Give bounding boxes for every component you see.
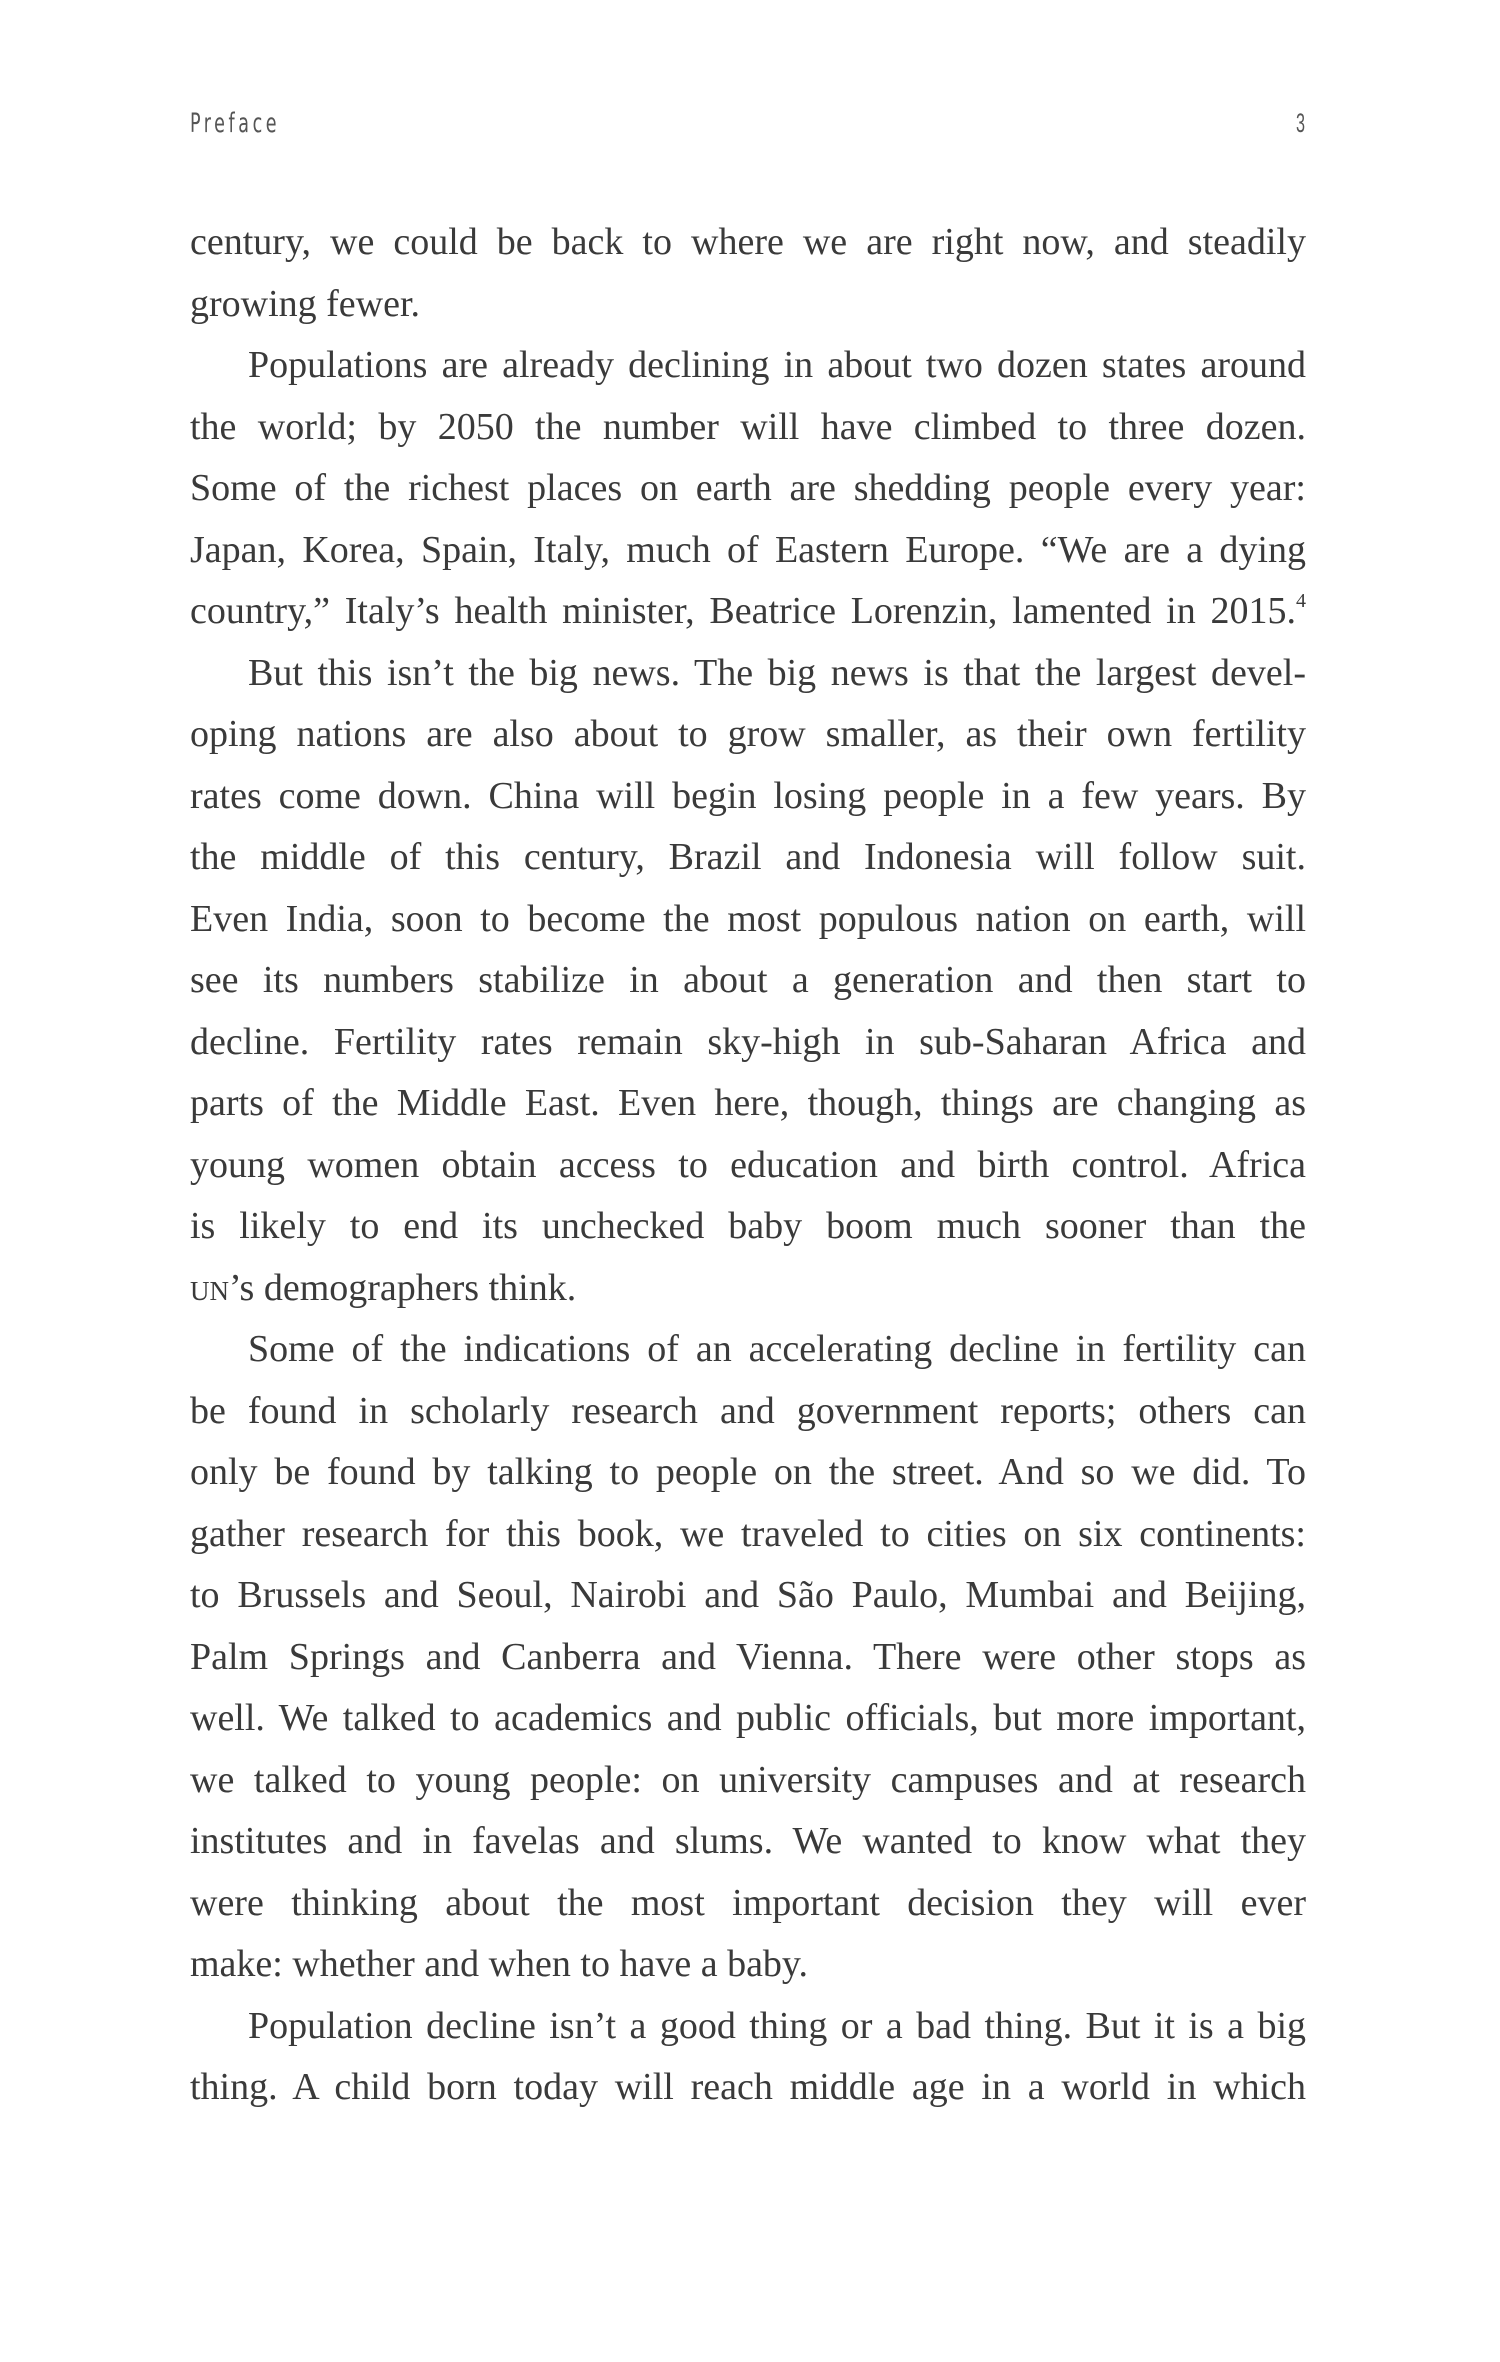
text-line: decline. Fertility rates remain sky-high in sub-Saharan Africa and [190, 1020, 1306, 1063]
text-line: the world; by 2050 the number will have climbed to three dozen. [190, 405, 1306, 448]
text-line: Japan, Korea, Spain, Italy, much of Eastern Europe. “We are a dying [190, 528, 1306, 571]
text-line: young women obtain access to education and birth control. Africa [190, 1143, 1306, 1186]
text-line: were thinking about the most important decision they will ever [190, 1881, 1306, 1924]
text-line-content: ’s demographers think. [229, 1266, 577, 1309]
text-line-with-footnote [190, 581, 1306, 643]
text-line: Some of the indications of an accelerating decline in fertility can [248, 1328, 1306, 1370]
text-line: century, we could be back to where we are right now, and steadily [190, 221, 1306, 263]
text-line: Some of the richest places on earth are shedding people every year: [190, 467, 1306, 509]
running-head-title: Preface [190, 108, 281, 139]
text-line: be found in scholarly research and government reports; others can [190, 1389, 1306, 1432]
paragraph-4 [190, 1319, 1306, 1996]
paragraph-5 [190, 1996, 1306, 2119]
text-line: is likely to end its unchecked baby boom much sooner than the [190, 1205, 1306, 1247]
text-line: to Brussels and Seoul, Nairobi and São Paulo, Mumbai and Beijing, [190, 1574, 1306, 1616]
text-line: see its numbers stabilize in about a generation and then start to [190, 959, 1306, 1001]
text-line: institutes and in favelas and slums. We wanted to know what they [190, 1820, 1306, 1862]
text-line: But this isn’t the big news. The big news is that the largest devel- [248, 651, 1306, 694]
text-line: gather research for this book, we traveled to cities on six continents: [190, 1512, 1306, 1555]
text-line [190, 1258, 1306, 1320]
text-line: well. We talked to academics and public officials, but more important, [190, 1697, 1306, 1739]
paragraph-2 [190, 335, 1306, 643]
text-line: we talked to young people: on university campuses and at research [190, 1758, 1306, 1801]
paragraph-3 [190, 643, 1306, 1320]
text-line: make: whether and when to have a baby. [190, 1943, 808, 1985]
running-head [190, 108, 1305, 148]
text-line: the middle of this century, Brazil and Indonesia will follow suit. [190, 836, 1306, 878]
text-line: Population decline isn’t a good thing or a bad thing. But it is a big [248, 2004, 1306, 2047]
text-line: oping nations are also about to grow smaller, as their own fertility [190, 713, 1306, 755]
body-text [190, 212, 1306, 2119]
small-caps-acronym: un [190, 1266, 229, 1309]
text-line: growing fewer. [190, 282, 421, 325]
text-line: Even India, soon to become the most populous nation on earth, will [190, 897, 1306, 940]
text-line-content: country,” Italy’s health minister, Beatrice Lorenzin, lamented in 2015. [190, 590, 1296, 632]
text-line: only be found by talking to people on the street. And so we did. To [190, 1451, 1306, 1493]
footnote-reference[interactable]: 4 [1296, 590, 1306, 612]
paragraph-1 [190, 212, 1306, 335]
text-line: rates come down. China will begin losing people in a few years. By [190, 774, 1306, 817]
text-line: thing. A child born today will reach middle age in a world in which [190, 2066, 1306, 2108]
page-number: 3 [1295, 108, 1305, 138]
text-line: parts of the Middle East. Even here, though, things are changing as [190, 1082, 1306, 1124]
text-line: Populations are already declining in about two dozen states around [248, 344, 1306, 386]
text-line: Palm Springs and Canberra and Vienna. There were other stops as [190, 1635, 1306, 1678]
